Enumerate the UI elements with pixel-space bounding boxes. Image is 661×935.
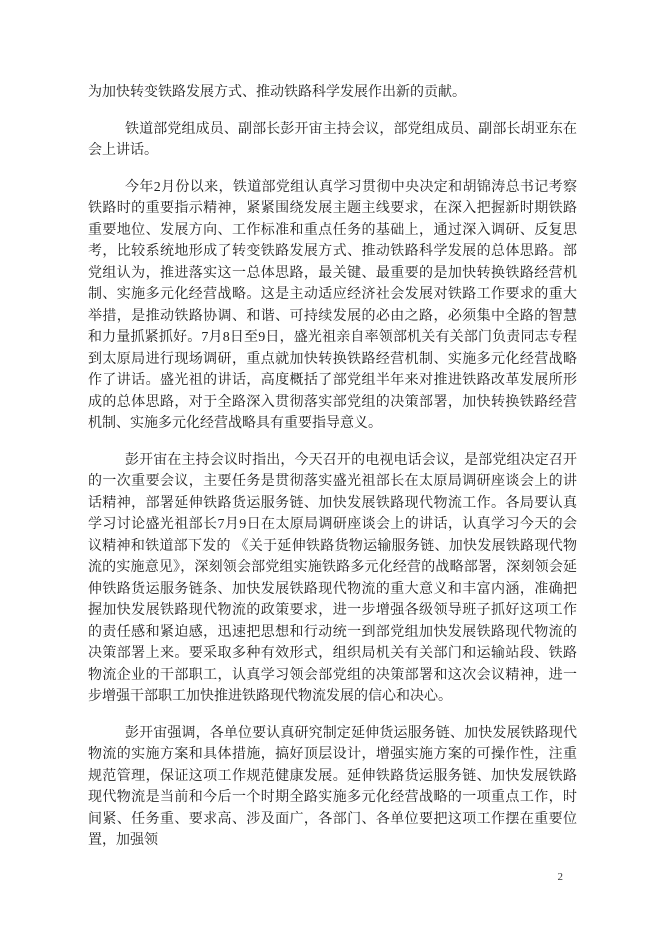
- paragraph: 彭开宙在主持会议时指出，今天召开的电视电话会议，是部党组决定召开的一次重要会议，主要任务是贯彻落实盛光祖部长在太原局调研座谈会上的讲话精神，部署延伸铁路货运服务链、加快发展铁路现代物流工作。各局要认真学习讨论盛光祖部长7月9日在太原局调研座谈会上的讲话，认真学习今天的会议精神和铁道部下发的 《关于延伸铁路货物运输服务链、加快发展铁路现代物流的实施意见》，深刻领会部党组实施铁路多元化经营的战略部署，深刻领会延伸铁路货运服务链条、加快发展铁路现代物流的重大意义和丰富内涵，准确把握加快发展铁路现代物流的政策要求，进一步增强各级领导班子抓好这项工作的责任感和紧迫感，迅速把思想和行动统一到部党组加快发展铁路现代物流的决策部署上来。要采取多种有效形式，组织局机关有关部门和运输站段、铁路物流企业的干部职工，认真学习领会部党组的决策部署和这次会议精神，进一步增强干部职工加快推进铁路现代物流发展的信心和决心。: [88, 452, 577, 704]
- paragraph: 铁道部党组成员、副部长彭开宙主持会议，部党组成员、副部长胡亚东在会上讲话。: [88, 121, 577, 158]
- paragraph: 彭开宙强调，各单位要认真研究制定延伸货运服务链、加快发展铁路现代物流的实施方案和具体措施，搞好顶层设计，增强实施方案的可操作性，注重规范管理，保证这项工作规范健康发展。延伸铁路货运服务链、加快发展铁路现代物流是当前和今后一个时期全路实施多元化经营战略的一项重点工作，时间紧、任务重、要求高、涉及面广，各部门、各单位要把这项工作摆在重要位置，加强领: [88, 725, 577, 848]
- document-body: [88, 82, 577, 852]
- paragraph: 今年2月份以来，铁道部党组认真学习贯彻中央决定和胡锦涛总书记考察铁路时的重要指示精神，紧紧围绕发展主题主线要求，在深入把握新时期铁路重要地位、发展方向、工作标准和重点任务的基础上，通过深入调研、反复思考，比较系统地形成了转变铁路发展方式、推动铁路科学发展的总体思路。部党组认为，推进落实这一总体思路，最关键、最重要的是加快转换铁路经营机制、实施多元化经营战略。这是主动适应经济社会发展对铁路工作要求的重大举措，是推动铁路协调、和谐、可持续发展的必由之路，必须集中全路的智慧和力量抓紧抓好。7月8日至9日，盛光祖亲自率领部机关有关部门负责同志专程到太原局进行现场调研，重点就加快转换铁路经营机制、实施多元化经营战略作了讲话。盛光祖的讲话，高度概括了部党组半年来对推进铁路改革发展所形成的总体思路，对于全路深入贯彻落实部党组的决策部署，加快转换铁路经营机制、实施多元化经营战略具有重要指导意义。: [88, 179, 577, 431]
- paragraph: 为加快转变铁路发展方式、推动铁路科学发展作出新的贡献。: [88, 85, 466, 100]
- page-number: 2: [557, 871, 563, 883]
